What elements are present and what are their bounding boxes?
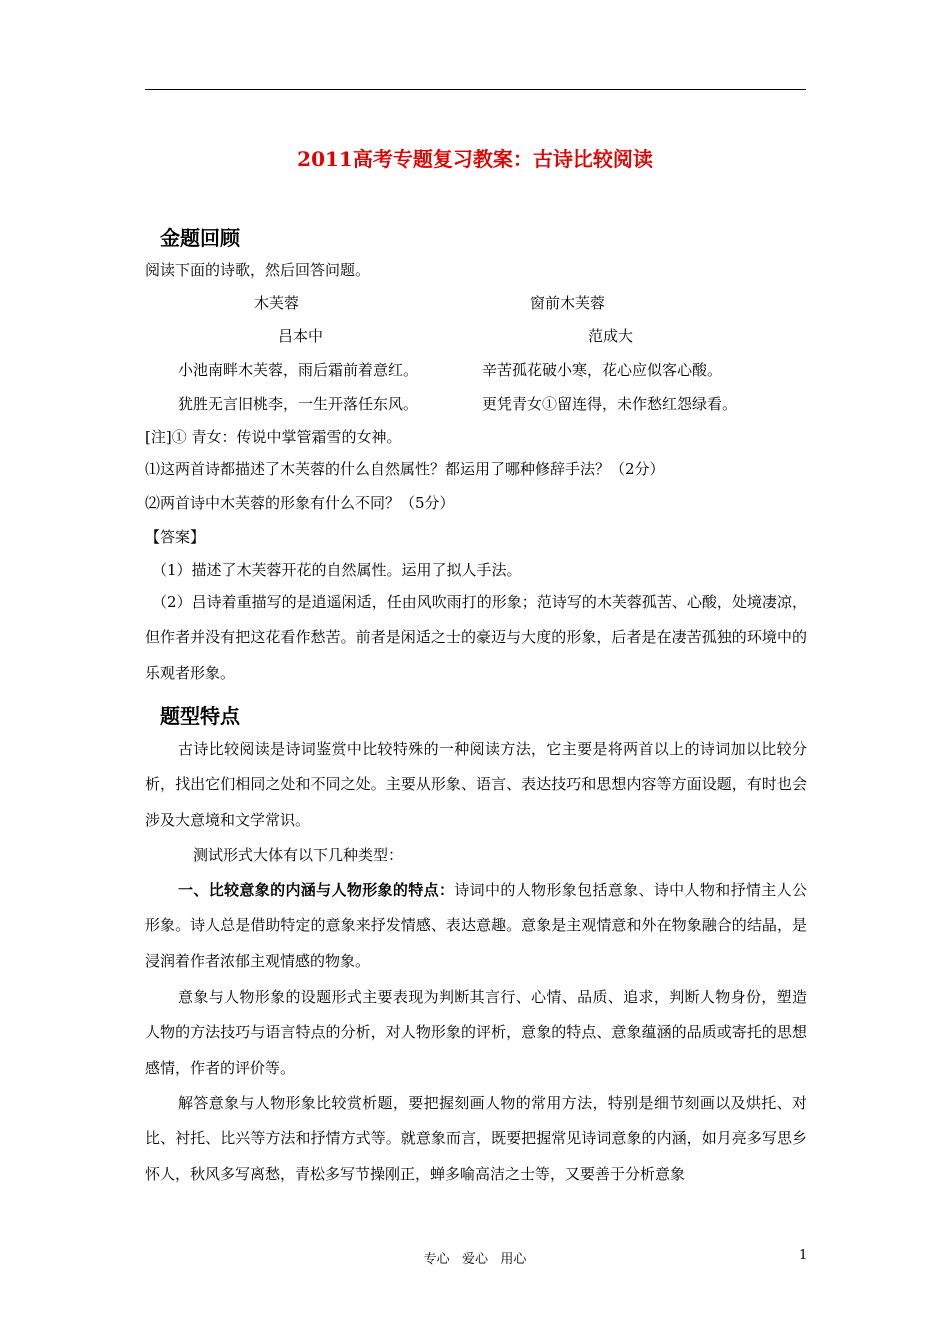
page-title: 2011高考专题复习教案：古诗比较阅读: [297, 147, 653, 171]
poem2-author: 范成大: [588, 327, 634, 345]
footer-motto: 专心 爱心 用心: [423, 1252, 527, 1267]
answer-1: （1）描述了木芙蓉开花的自然属性。运用了拟人手法。: [152, 561, 522, 579]
answer-label: 【答案】: [145, 528, 206, 546]
features-paragraph-2: 测试形式大体有以下几种类型：: [193, 846, 404, 864]
poem1-author: 吕本中: [278, 327, 324, 345]
type-one-heading: 一、比较意象的内涵与人物形象的特点：: [178, 881, 455, 899]
section-heading-features: 题型特点: [160, 704, 240, 728]
instruction-text: 阅读下面的诗歌，然后回答问题。: [145, 261, 371, 279]
section-heading-review: 金题回顾: [160, 226, 240, 250]
features-paragraph-3: [145, 873, 807, 979]
features-paragraph-1: 古诗比较阅读是诗词鉴赏中比较特殊的一种阅读方法，它主要是将两首以上的诗词加以比较分析，找出它们相同之处和不同之处。主要从形象、语言、表达技巧和思想内容等方面设题，有时也会涉及大意境和文学常识。: [145, 740, 807, 829]
page-number: 1: [799, 1248, 808, 1263]
features-paragraph-5: 解答意象与人物形象比较赏析题，要把握刻画人物的常用方法，特别是细节刻画以及烘托、对比、衬托、比兴等方法和抒情方式等。就意象而言，既要把握常见诗词意象的内涵，如月亮多写思乡怀人，秋风多写离愁，青松多写节操刚正，蝉多喻高洁之士等，又要善于分析意象: [145, 1094, 807, 1183]
question-1: ⑴这两首诗都描述了木芙蓉的什么自然属性？都运用了哪种修辞手法？（2分）: [145, 460, 665, 478]
features-paragraph-4: 意象与人物形象的设题形式主要表现为判断其言行、心情、品质、追求，判断人物身份，塑造人物的方法技巧与语言特点的分析，对人物形象的评析，意象的特点、意象蕴涵的品质或寄托的思想感情，作者的评价等。: [145, 988, 807, 1077]
poem1-line1: 小池南畔木芙蓉，雨后霜前着意红。: [178, 361, 419, 379]
poem2-title: 窗前木芙蓉: [530, 294, 606, 312]
poem2-line1: 辛苦孤花破小寒，花心应似客心酸。: [482, 361, 723, 379]
answer-2: （2）吕诗着重描写的是逍遥闲适，任由风吹雨打的形象；范诗写的木芙蓉孤苦、心酸，处境凄凉，但作者并没有把这花看作愁苦。前者是闲适之士的豪迈与大度的形象，后者是在凄苦孤独的环境中的乐观者形象。: [145, 593, 807, 682]
poem1-title: 木芙蓉: [254, 294, 300, 312]
header-rule: [145, 89, 806, 90]
poem-note: [注]① 青女：传说中掌管霜雪的女神。: [145, 428, 402, 446]
poem2-line2: 更凭青女①留连得，未作愁红怨绿看。: [482, 395, 738, 413]
poem1-line2: 犹胜无言旧桃李，一生开落任东风。: [178, 395, 419, 413]
type-one-text: 诗词中的人物形象包括意象、诗中人物和抒情主人公形象。诗人总是借助特定的意象来抒发情感、表达意趣。意象是主观情意和外在物象融合的结晶，是浸润着作者浓郁主观情感的物象。: [145, 881, 807, 970]
question-2: ⑵两首诗中木芙蓉的形象有什么不同？（5分）: [145, 494, 455, 512]
